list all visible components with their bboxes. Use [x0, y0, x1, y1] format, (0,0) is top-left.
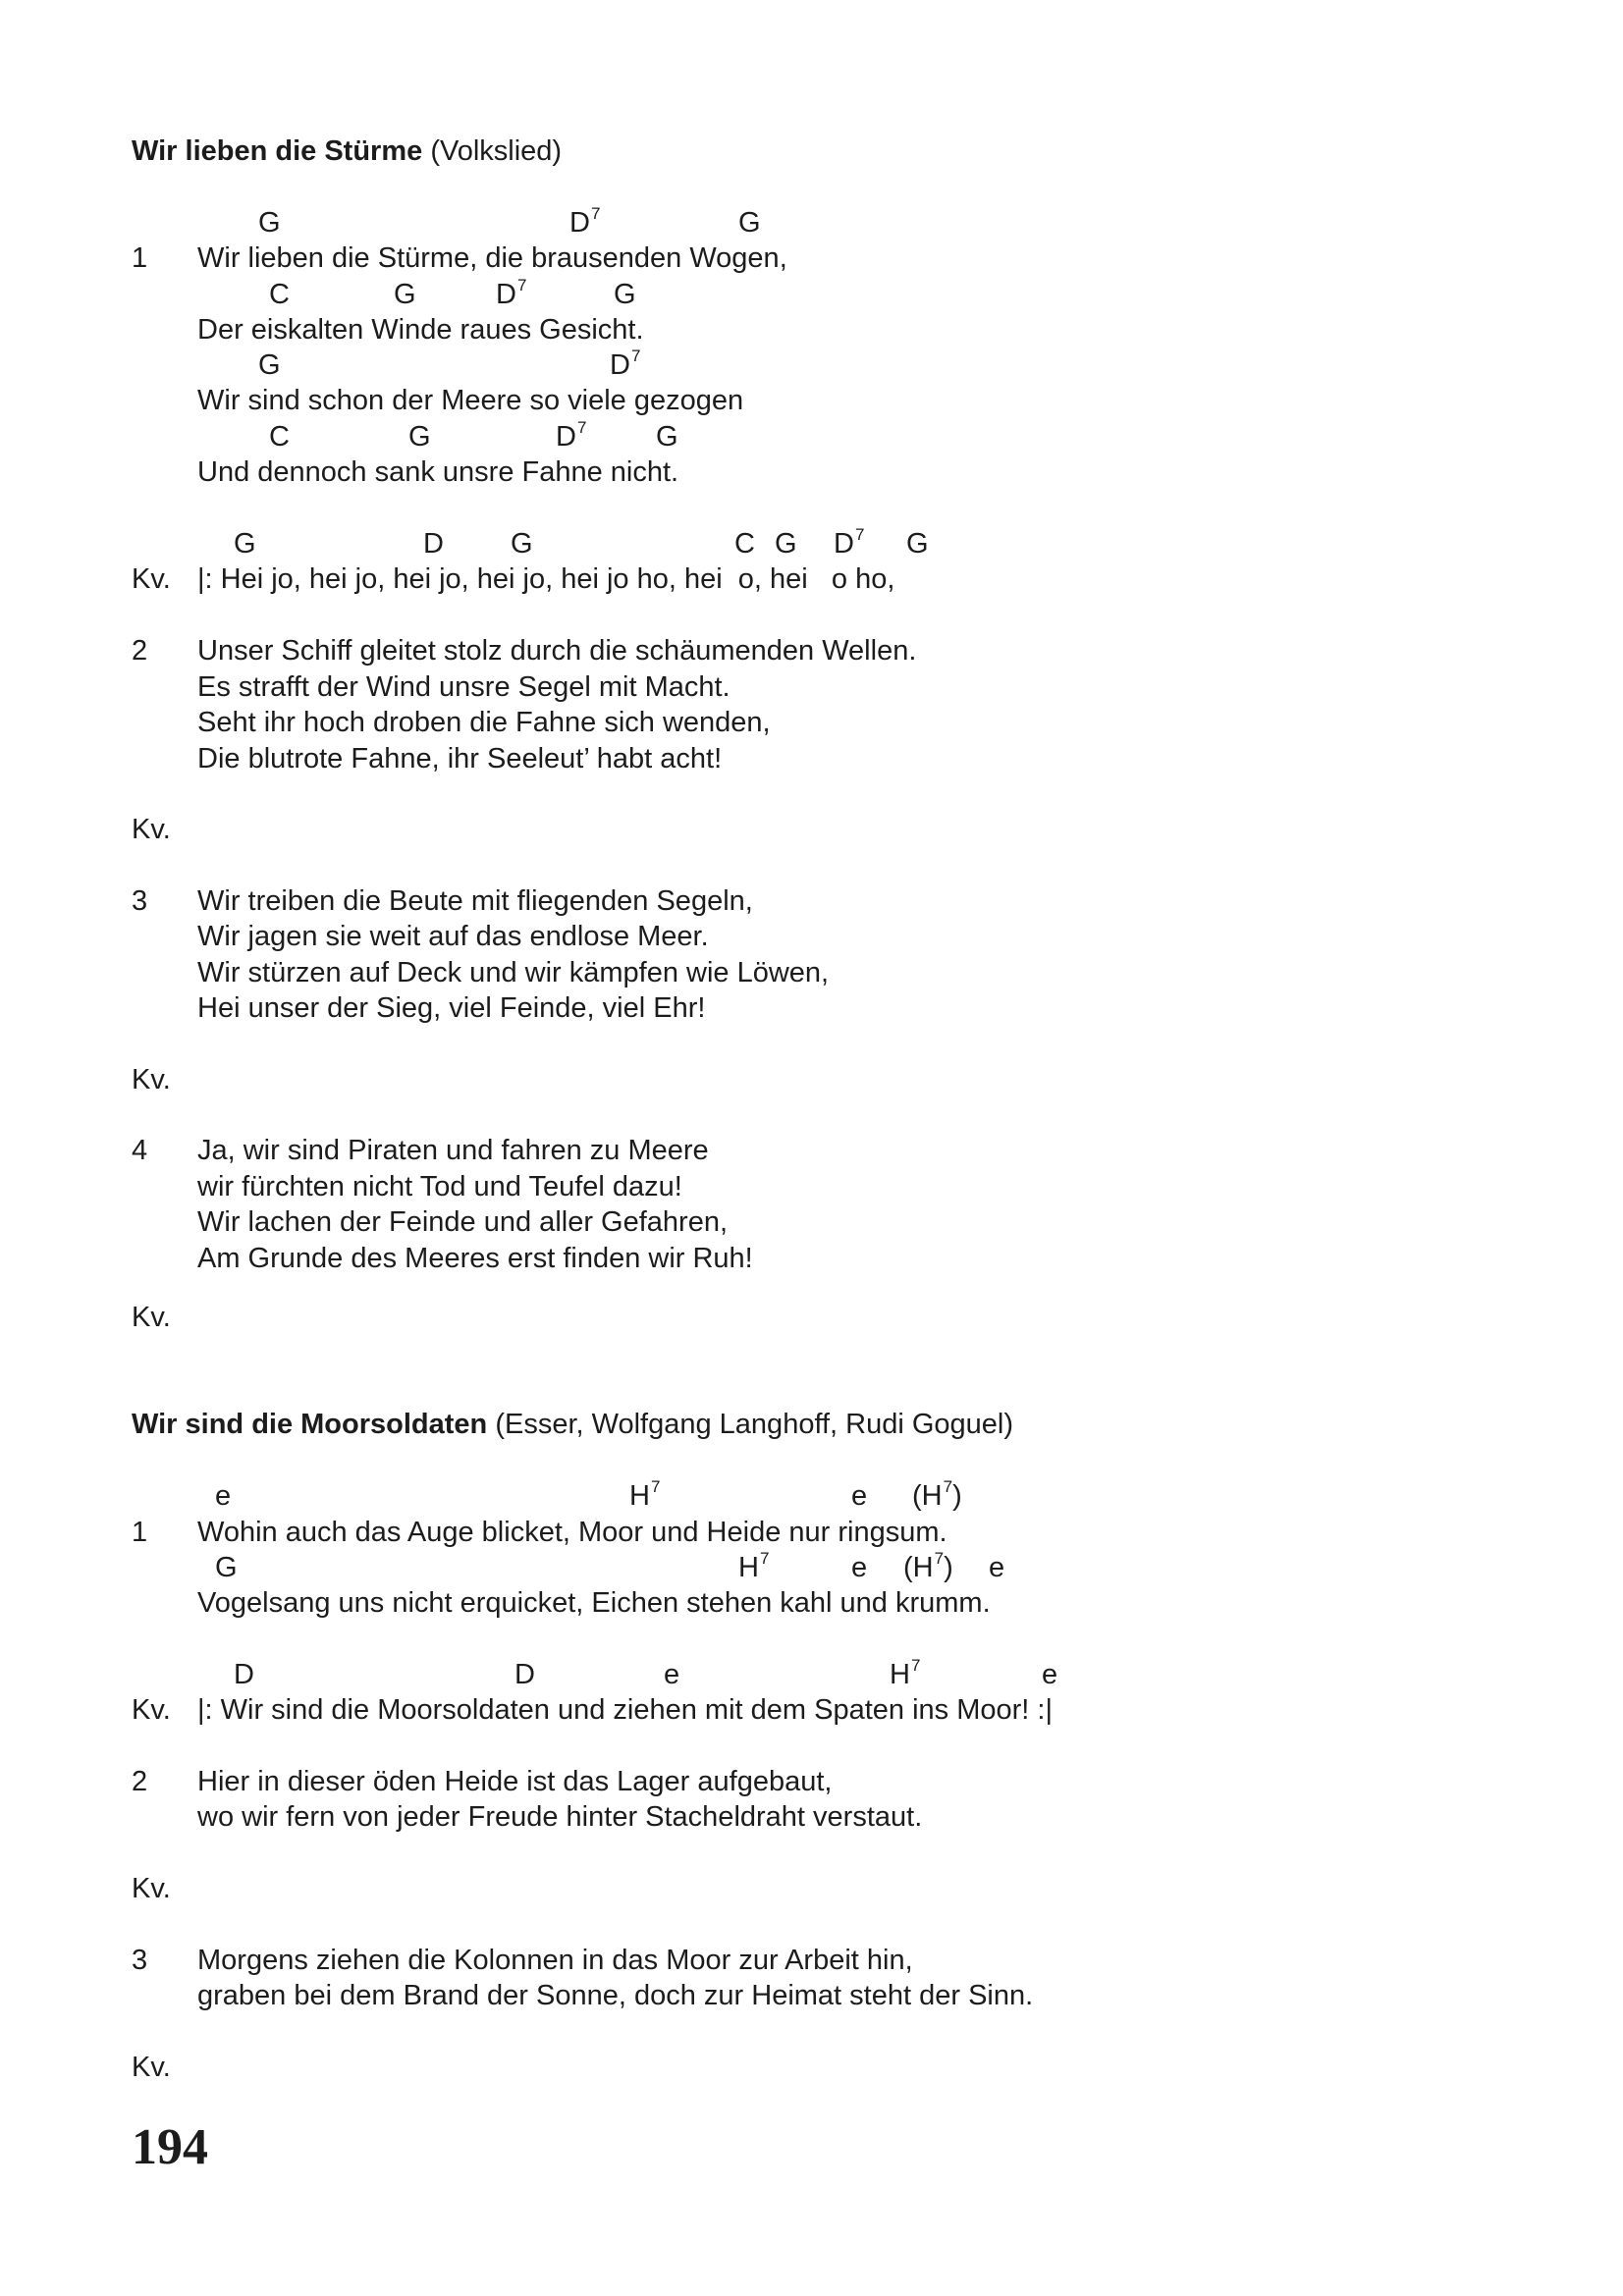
lyric-line: Die blutrote Fahne, ihr Seeleut’ habt acht!: [197, 743, 723, 774]
chord: $D^7$: [834, 525, 865, 560]
lyric-line: Es strafft der Wind unsre Segel mit Macht.: [197, 671, 730, 703]
lyric-line: graben bei dem Brand der Sonne, doch zur Heimat steht der Sinn.: [197, 1980, 1034, 2011]
chord: e: [215, 1480, 232, 1512]
chord: e: [1042, 1659, 1058, 1690]
chord: G: [738, 207, 761, 239]
lyric-line: Wir treiben die Beute mit fliegenden Segeln,: [197, 885, 753, 917]
chord: G: [258, 349, 281, 381]
chord: G: [656, 421, 678, 453]
chord: C: [269, 421, 290, 453]
lyric-line: Wohin auch das Auge blicket, Moor und Heide nur ringsum.: [197, 1517, 947, 1548]
refrain-reference: Kv.: [132, 1873, 171, 1904]
verse-number: 4: [132, 1135, 148, 1166]
chord: $(H^7)$: [912, 1477, 962, 1512]
refrain-reference: Kv.: [132, 2052, 171, 2083]
chord: G: [775, 528, 797, 560]
lyric-line: Seht ihr hoch droben die Fahne sich wenden,: [197, 707, 771, 738]
lyric-line: Unser Schiff gleitet stolz durch die schäumenden Wellen.: [197, 635, 917, 667]
chord: G: [215, 1552, 238, 1583]
song-title-text: Wir lieben die Stürme: [132, 135, 423, 167]
chord: C: [269, 279, 290, 310]
chord: G: [408, 421, 431, 453]
chord: $D^7$: [556, 418, 587, 453]
lyric-line: Ja, wir sind Piraten und fahren zu Meere: [197, 1135, 709, 1166]
refrain-line: |: Hei jo, hei jo, hei jo, hei jo, hei jo ho, hei o, hei o ho,: [197, 563, 895, 595]
chord: D: [234, 1659, 254, 1690]
refrain-label: Kv.: [132, 563, 171, 595]
page-number: 194: [132, 2119, 208, 2175]
chord: $D^7$: [496, 276, 527, 310]
lyric-line: Und dennoch sank unsre Fahne nicht.: [197, 456, 679, 488]
lyric-line: Hier in dieser öden Heide ist das Lager aufgebaut,: [197, 1766, 833, 1797]
song-title-moorsoldaten: [132, 1408, 1013, 1441]
chord: $H^7$: [890, 1656, 921, 1690]
verse-number: 3: [132, 885, 148, 917]
song-author: (Esser, Wolfgang Langhoff, Rudi Goguel): [495, 1409, 1014, 1440]
chord: $H^7$: [629, 1477, 661, 1512]
chord: e: [851, 1552, 868, 1583]
verse-number: 2: [132, 635, 148, 667]
lyric-line: Wir stürzen auf Deck und wir kämpfen wie Löwen,: [197, 957, 830, 988]
song-title-text: Wir sind die Moorsoldaten: [132, 1409, 488, 1440]
lyric-line: Morgens ziehen die Kolonnen in das Moor zur Arbeit hin,: [197, 1945, 913, 1976]
chord: G: [906, 528, 929, 560]
chord: $(H^7)$: [903, 1549, 953, 1583]
lyric-line: Vogelsang uns nicht erquicket, Eichen stehen kahl und krumm.: [197, 1587, 991, 1619]
chord: G: [614, 279, 636, 310]
chord: $D^7$: [569, 204, 601, 239]
song-title-stuerme: [132, 134, 562, 168]
chord: G: [234, 528, 256, 560]
lyric-line: wo wir fern von jeder Freude hinter Stacheldraht verstaut.: [197, 1801, 923, 1833]
chord: D: [423, 528, 444, 560]
lyric-line: Wir lachen der Feinde und aller Gefahren,: [197, 1206, 729, 1238]
chord: e: [989, 1552, 1005, 1583]
lyric-line: Hei unser der Sieg, viel Feinde, viel Ehr!: [197, 992, 706, 1024]
chord: $H^7$: [738, 1549, 770, 1583]
lyric-line: Der eiskalten Winde raues Gesicht.: [197, 314, 644, 346]
chord: e: [664, 1659, 680, 1690]
refrain-label: Kv.: [132, 1694, 171, 1726]
song-author: (Volkslied): [430, 135, 563, 167]
refrain-reference: Kv.: [132, 1064, 171, 1095]
refrain-line: |: Wir sind die Moorsoldaten und ziehen mit dem Spaten ins Moor! :|: [197, 1694, 1053, 1726]
lyric-line: wir fürchten nicht Tod und Teufel dazu!: [197, 1171, 682, 1202]
lyric-line: Wir lieben die Stürme, die brausenden Wogen,: [197, 242, 787, 274]
lyric-line: Wir sind schon der Meere so viele gezogen: [197, 385, 744, 416]
chord: C: [734, 528, 755, 560]
refrain-reference: Kv.: [132, 1302, 171, 1333]
chord: $D^7$: [610, 347, 641, 381]
verse-number: 1: [132, 1517, 148, 1548]
verse-number: 1: [132, 242, 148, 274]
refrain-reference: Kv.: [132, 814, 171, 845]
chord: G: [511, 528, 533, 560]
verse-number: 2: [132, 1766, 148, 1797]
chord: G: [258, 207, 281, 239]
chord: D: [514, 1659, 535, 1690]
verse-number: 3: [132, 1945, 148, 1976]
lyric-line: Am Grunde des Meeres erst finden wir Ruh!: [197, 1243, 753, 1274]
lyric-line: Wir jagen sie weit auf das endlose Meer.: [197, 921, 709, 952]
chord: e: [851, 1480, 868, 1512]
chord: G: [394, 279, 416, 310]
